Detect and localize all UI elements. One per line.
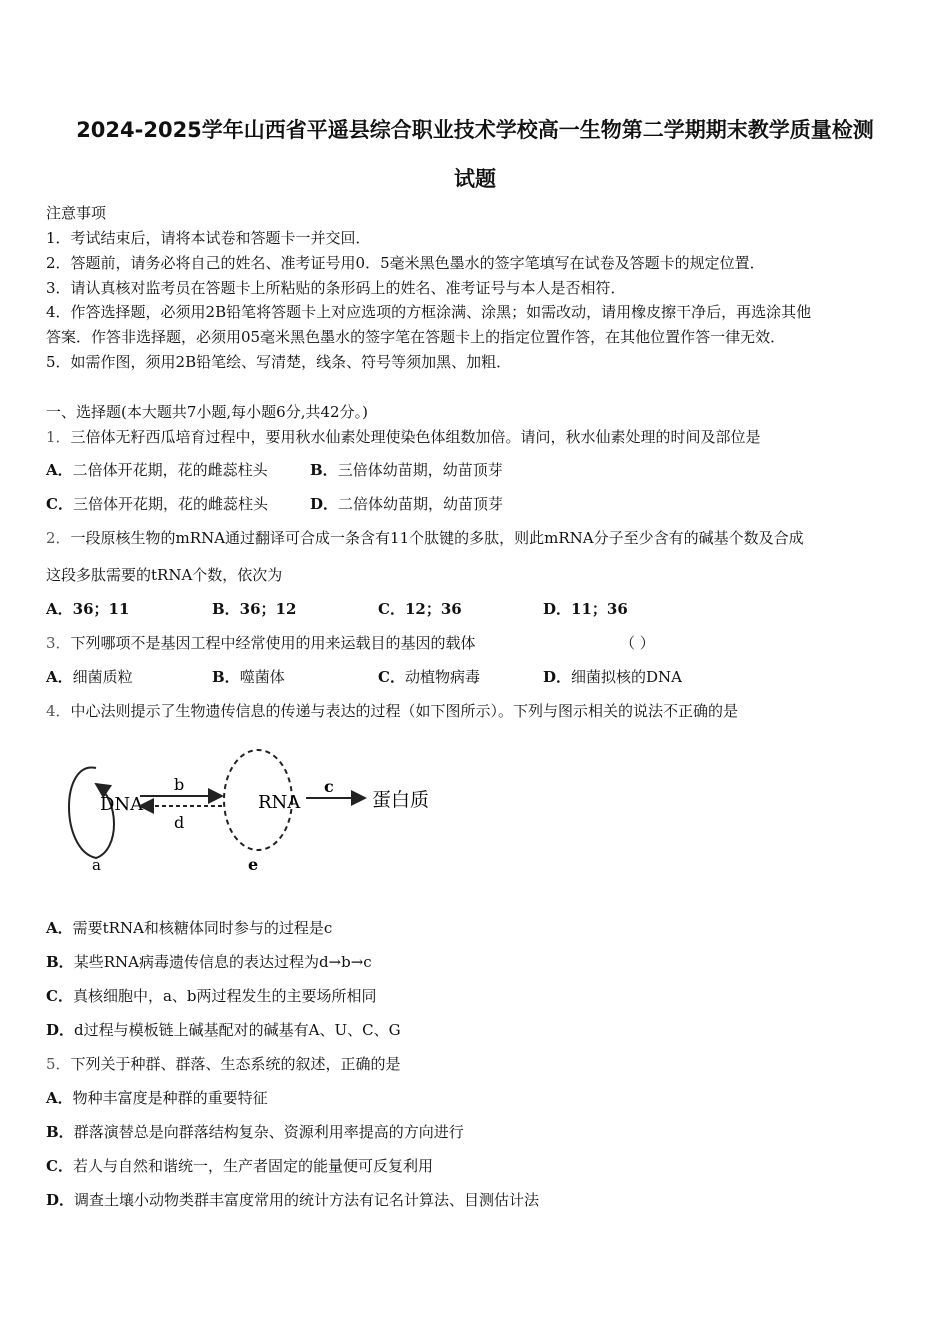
label-a: a (92, 856, 101, 874)
page-title-line2: 试题 (454, 167, 496, 191)
q1-option-c: C．三倍体开花期，花的雌蕊柱头 (46, 495, 268, 513)
page-title: 2024-2025学年山西省平遥县综合职业技术学校高一生物第二学期期末教学质量检测 (76, 118, 874, 142)
question-text: 下列哪项不是基因工程中经常使用的用来运载目的基因的载体 (70, 634, 476, 652)
q2-option-c: C．12；36 (378, 600, 462, 618)
question-number: 2． (46, 529, 71, 547)
question-2 (46, 528, 804, 548)
question-1 (46, 427, 761, 447)
q5-option-a: A．物种丰富度是种群的重要特征 (46, 1089, 268, 1107)
q3-option-b: B．噬菌体 (212, 668, 285, 686)
notice-item: 5．如需作图，须用2B铅笔绘、写清楚，线条、符号等须加黑、加粗． (46, 353, 512, 371)
q3-option-d: D．细菌拟核的DNA (543, 668, 683, 686)
rna-label: RNA (258, 792, 301, 813)
q1-option-b: B．三倍体幼苗期，幼苗顶芽 (310, 461, 503, 479)
question-number: 5． (46, 1055, 71, 1073)
answer-paren: （ ） (620, 634, 655, 652)
label-d: d (174, 813, 185, 832)
q4-option-a: A．需要tRNA和核糖体同时参与的过程是c (46, 919, 333, 937)
label-c: c (324, 777, 334, 796)
q3-option-c: C．动植物病毒 (378, 668, 480, 686)
q1-option-a: A．二倍体开花期，花的雌蕊柱头 (46, 461, 268, 479)
question-3 (46, 633, 476, 653)
q4-option-b: B．某些RNA病毒遗传信息的表达过程为d→b→c (46, 953, 372, 971)
q1-option-d: D．二倍体幼苗期，幼苗顶芽 (310, 495, 504, 513)
question-number: 3． (46, 634, 71, 652)
question-text: 下列关于种群、群落、生态系统的叙述，正确的是 (70, 1055, 401, 1073)
question-text: 一段原核生物的mRNA通过翻译可合成一条含有11个肽键的多肽，则此mRNA分子至少含有的碱基个数及合成 (70, 529, 804, 547)
question-number: 1． (46, 428, 71, 446)
q4-option-d: D．d过程与模板链上碱基配对的碱基有A、U、C、G (46, 1021, 401, 1039)
protein-label: 蛋白质 (372, 789, 430, 811)
question-4 (46, 701, 738, 721)
q5-option-d: D．调查土壤小动物类群丰富度常用的统计方法有记名计算法、目测估计法 (46, 1191, 540, 1209)
central-dogma-diagram (60, 740, 460, 880)
question-5 (46, 1054, 401, 1074)
notice-heading: 注意事项 (46, 204, 107, 222)
q4-option-c: C．真核细胞中，a、b两过程发生的主要场所相同 (46, 987, 377, 1005)
q2-option-d: D．11；36 (543, 600, 628, 618)
q5-option-c: C．若人与自然和谐统一，生产者固定的能量便可反复利用 (46, 1157, 433, 1175)
q3-option-a: A．细菌质粒 (46, 668, 133, 686)
notice-item: 3．请认真核对监考员在答题卡上所粘贴的条形码上的姓名、准考证号与本人是否相符． (46, 279, 626, 297)
label-e: e (248, 855, 259, 874)
notice-item: 答案．作答非选择题，必须用05毫米黑色墨水的签字笔在答题卡上的指定位置作答，在其他位置作答一律无效． (46, 328, 786, 346)
section-heading: 一、选择题(本大题共7小题,每小题6分,共42分。) (46, 403, 368, 421)
q5-option-b: B．群落演替总是向群落结构复杂、资源利用率提高的方向进行 (46, 1123, 464, 1141)
dna-label: DNA (100, 794, 144, 815)
question-2-cont: 这段多肽需要的tRNA个数，依次为 (46, 566, 283, 584)
question-text: 中心法则提示了生物遗传信息的传递与表达的过程（如下图所示）。下列与图示相关的说法不正确的是 (70, 702, 739, 720)
question-number: 4． (46, 702, 71, 720)
q2-option-a: A．36；11 (46, 600, 130, 618)
question-text: 三倍体无籽西瓜培育过程中，要用秋水仙素处理使染色体组数加倍。请问，秋水仙素处理的时间及部位是 (70, 428, 761, 446)
notice-item: 2．答题前，请务必将自己的姓名、准考证号用0．5毫米黑色墨水的签字笔填写在试卷及答题卡的规定位置． (46, 254, 765, 272)
q2-option-b: B．36；12 (212, 600, 297, 618)
notice-item: 4．作答选择题，必须用2B铅笔将答题卡上对应选项的方框涂满、涂黑；如需改动，请用橡皮擦干净后，再选涂其他 (46, 303, 812, 321)
label-b: b (174, 775, 185, 794)
notice-item: 1．考试结束后，请将本试卷和答题卡一并交回． (46, 229, 371, 247)
